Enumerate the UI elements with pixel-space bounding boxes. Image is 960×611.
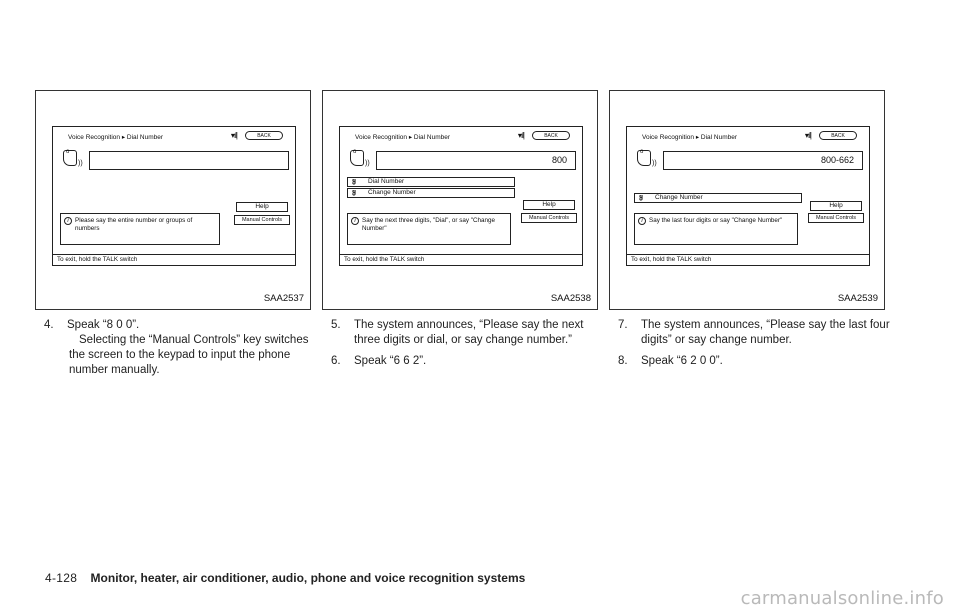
figure-code: SAA2537 [263,293,304,304]
voice-waves-icon: )) [652,160,657,167]
figure-code: SAA2539 [837,293,878,304]
breadcrumb: Voice Recognition ▸ Dial Number [355,134,451,141]
step-number: 7. [618,319,628,331]
prompt-text: Say the last four digits or say "Change Number" [649,217,783,224]
manual-controls-button[interactable]: Manual Controls [234,215,290,225]
step-4 [44,318,320,333]
option-label: Change Number [368,189,416,196]
step-number: 8. [618,355,628,367]
option-dial-number[interactable] [347,177,515,187]
voice-icon [637,150,651,166]
option-label: Change Number [655,194,703,201]
page-number: 4-128 [45,571,78,585]
step-8 [618,354,894,369]
voice-waves-icon: )) [78,160,83,167]
help-button[interactable]: Help [810,201,862,211]
prompt-text: Say the next three digits, "Dial", or say "Change Number" [362,217,496,232]
text-column-1 [44,318,320,378]
voice-icon [63,150,77,166]
step-5 [331,318,607,348]
exit-hint: To exit, hold the TALK switch [627,254,869,265]
step-4-note: Selecting the “Manual Controls” key switches the screen to the keypad to input the phone number manually. [69,334,309,376]
step-text: Speak “8 0 0”. [67,319,140,331]
manual-controls-button[interactable]: Manual Controls [808,213,864,223]
text-column-2 [331,318,607,369]
step-text: Speak “6 6 2”. [354,355,427,367]
step-7 [618,318,894,348]
back-button[interactable]: BACK [532,131,570,140]
breadcrumb: Voice Recognition ▸ Dial Number [642,134,738,141]
section-title: Monitor, heater, air conditioner, audio, phone and voice recognition systems [90,571,526,585]
figure-saa2537 [35,90,311,310]
info-icon: i [351,217,359,225]
voice-command-icon: ყ [352,189,356,196]
breadcrumb: Voice Recognition ▸ Dial Number [68,134,164,141]
prompt-text: Please say the entire number or groups of numbers [75,217,193,232]
option-change-number[interactable] [634,193,802,203]
text-column-3 [618,318,894,369]
prompt-box [60,213,220,245]
number-field: 800-662 [663,151,863,170]
info-icon: i [64,217,72,225]
figure-saa2539 [609,90,885,310]
figure-saa2538 [322,90,598,310]
manual-controls-button[interactable]: Manual Controls [521,213,577,223]
voice-icon [350,150,364,166]
prompt-box [347,213,511,245]
option-change-number[interactable] [347,188,515,198]
exit-hint: To exit, hold the TALK switch [53,254,295,265]
step-number: 5. [331,319,341,331]
exit-hint: To exit, hold the TALK switch [340,254,582,265]
signal-icon: ▾ıl| [517,131,524,140]
signal-icon: ▾ıl| [230,131,237,140]
step-number: 4. [44,319,54,331]
step-text: The system announces, “Please say the next three digits or dial, or say change number.” [354,319,584,346]
screen-mockup [626,126,870,266]
watermark: carmanualsonline.info [740,588,944,609]
step-6 [331,354,607,369]
number-field: 800 [376,151,576,170]
prompt-box [634,213,798,245]
page-footer [45,571,525,585]
option-label: Dial Number [368,178,405,185]
back-button[interactable]: BACK [245,131,283,140]
figure-code: SAA2538 [550,293,591,304]
back-button[interactable]: BACK [819,131,857,140]
number-field [89,151,289,170]
step-number: 6. [331,355,341,367]
info-icon: i [638,217,646,225]
screen-mockup [339,126,583,266]
voice-command-icon: ყ [352,178,356,185]
help-button[interactable]: Help [236,202,288,212]
voice-command-icon: ყ [639,194,643,201]
signal-icon: ▾ıl| [804,131,811,140]
help-button[interactable]: Help [523,200,575,210]
voice-waves-icon: )) [365,160,370,167]
screen-mockup [52,126,296,266]
step-text: Speak “6 2 0 0”. [641,355,723,367]
step-text: The system announces, “Please say the last four digits” or say change number. [641,319,890,346]
